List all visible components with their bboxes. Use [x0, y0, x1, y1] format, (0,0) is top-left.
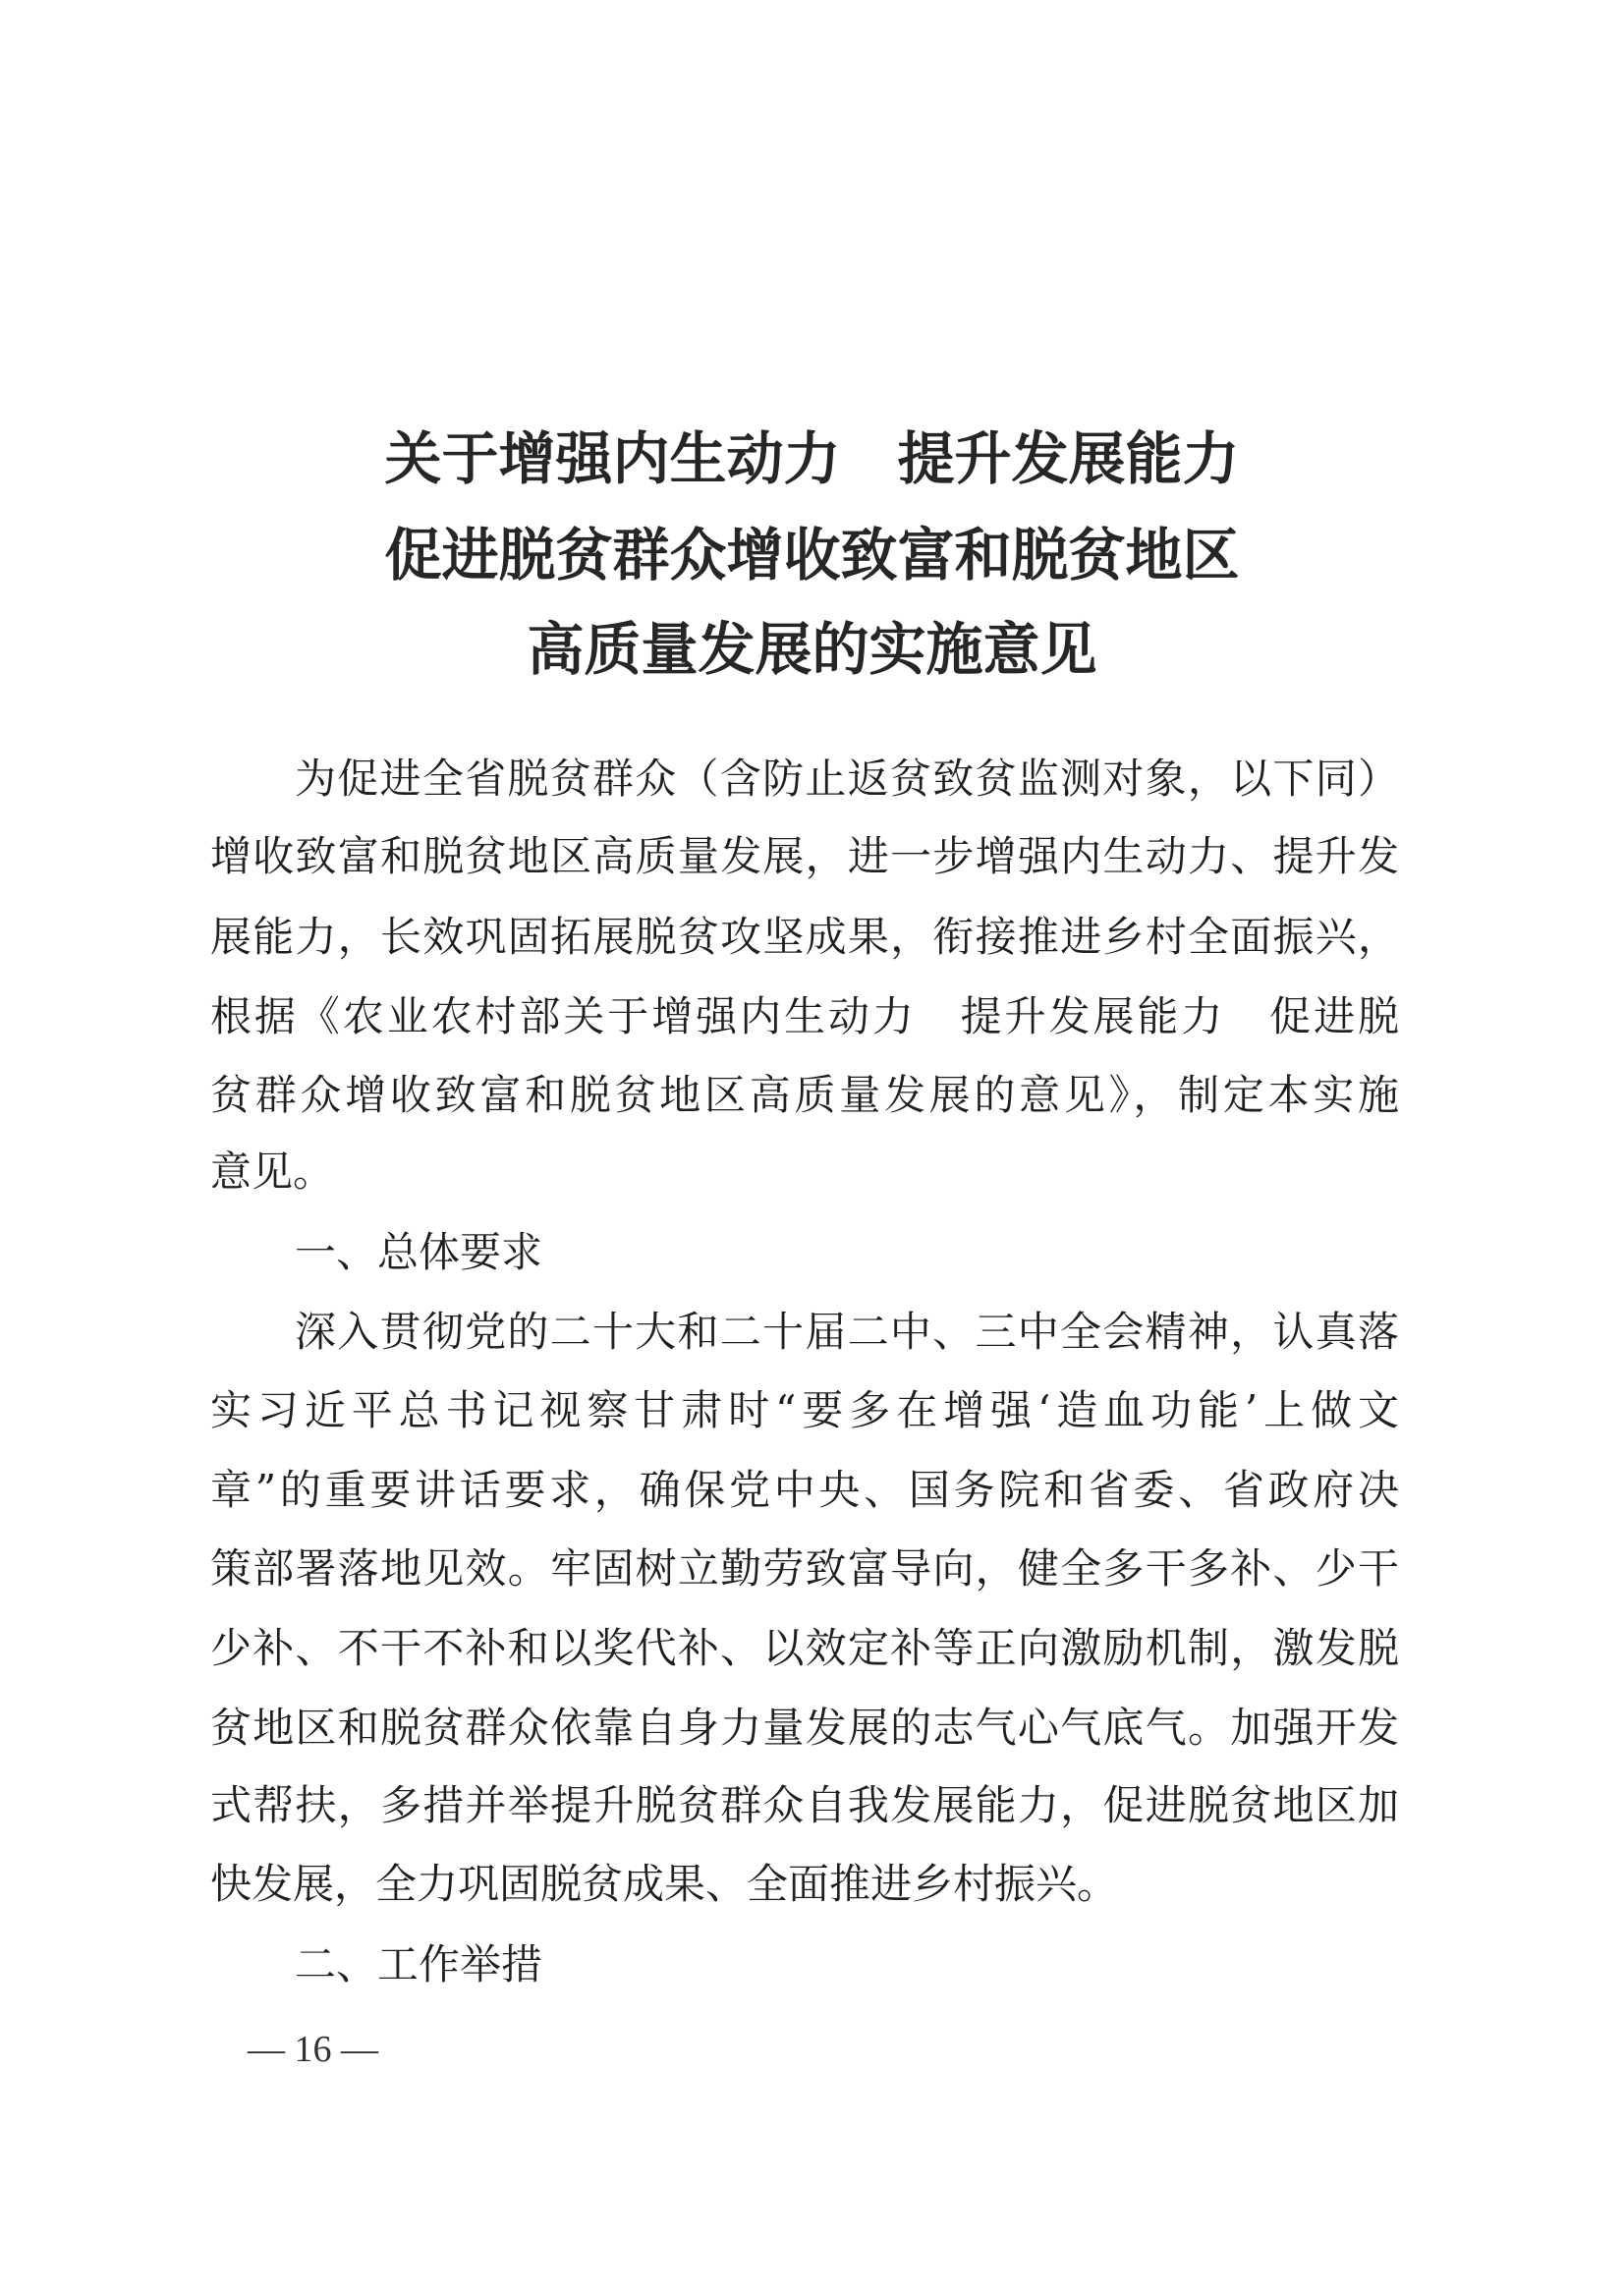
title-line-1-part-2: 提升发展能力	[897, 425, 1240, 492]
section-heading: 二、工作举措	[295, 1940, 543, 1988]
paragraph-line: 少补、不干不补和以奖代补、以效定补等正向激励机制，激发脱	[210, 1624, 1399, 1672]
paragraph-line: 展能力，长效巩固拓展脱贫攻坚成果，衔接推进乡村全面振兴，	[210, 913, 1399, 961]
paragraph-line: 为促进全省脱贫群众（含防止返贫致贫监测对象，以下同）	[295, 755, 1399, 803]
paragraph-line: 增收致富和脱贫地区高质量发展，进一步增强内生动力、提升发	[210, 832, 1399, 880]
title-line-1-part-1: 关于增强内生动力	[384, 425, 841, 492]
paragraph-line: 贫地区和脱贫群众依靠自身力量发展的志气心气底气。加强开发	[210, 1704, 1399, 1752]
paragraph-line: 式帮扶，多措并举提升脱贫群众自我发展能力，促进脱贫地区加	[210, 1781, 1399, 1829]
page-number: — 16 —	[248, 2029, 378, 2070]
document-title-line-3: 高质量发展的实施意见	[527, 616, 1097, 683]
paragraph-line: 策部署落地见效。牢固树立勤劳致富导向，健全多干多补、少干	[210, 1544, 1399, 1593]
paragraph-line: 意见。	[210, 1148, 335, 1196]
paragraph-line: 实习近平总书记视察甘肃时“要多在增强‘造血功能’上做文	[210, 1386, 1399, 1434]
paragraph-line: 深入贯彻党的二十大和二十届二中、三中全会精神，认真落	[295, 1308, 1399, 1356]
document-title-line-2: 促进脱贫群众增收致富和脱贫地区	[384, 522, 1240, 588]
paragraph-line: 快发展，全力巩固脱贫成果、全面推进乡村振兴。	[210, 1860, 1119, 1908]
paragraph-line: 章”的重要讲话要求，确保党中央、国务院和省委、省政府决	[210, 1466, 1399, 1514]
paragraph-line: 贫群众增收致富和脱贫地区高质量发展的意见》，制定本实施	[210, 1071, 1399, 1119]
section-heading: 一、总体要求	[295, 1228, 543, 1276]
document-title-line-1	[0, 425, 1624, 492]
paragraph-line: 根据《农业农村部关于增强内生动力 提升发展能力 促进脱	[210, 992, 1399, 1040]
